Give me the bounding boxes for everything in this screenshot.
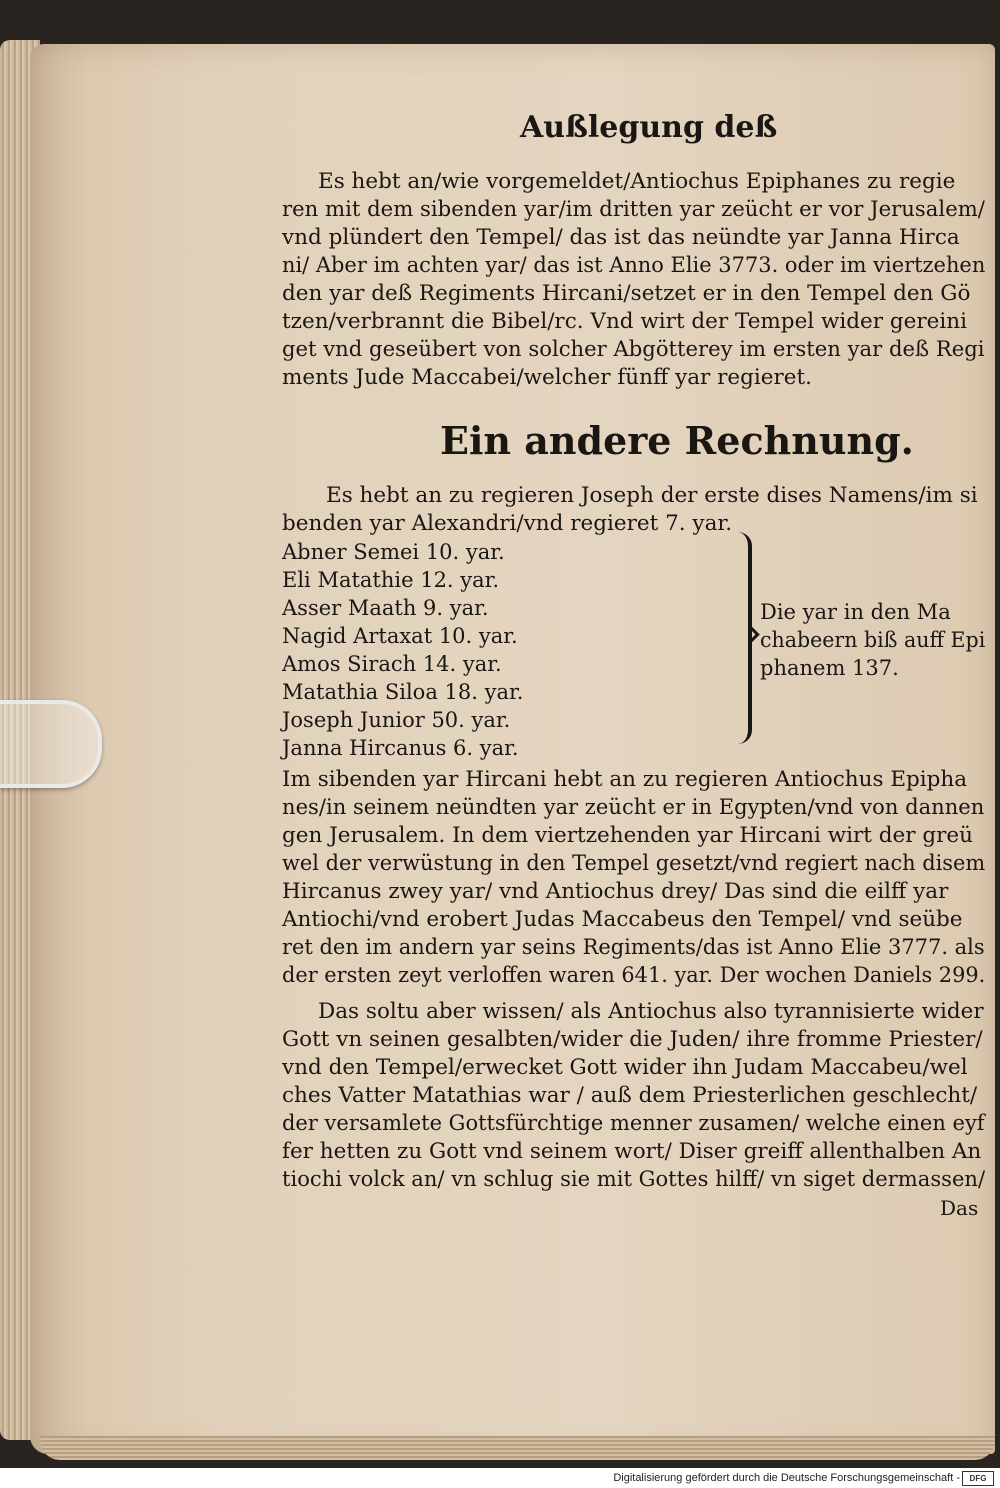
list-item: Joseph Junior 50. yar. [282, 708, 511, 732]
paragraph1-line: get vnd geseübert von solcher Abgötterey im ersten yar deß Regi [282, 337, 985, 362]
section-heading: Ein andere Rechnung. [440, 418, 914, 463]
side-note-line: chabeern biß auff Epi [760, 628, 986, 652]
paragraph1-line: ni/ Aber im achten yar/ das ist Anno Elie 3773. oder im viertzehen [282, 253, 986, 278]
paragraph3-line: ret den im andern yar seins Regiments/das ist Anno Elie 3777. als [282, 935, 985, 960]
paragraph3-line: der ersten zeyt verloffen waren 641. yar. Der wochen Daniels 299. [282, 963, 986, 988]
list-item: Janna Hircanus 6. yar. [282, 736, 519, 760]
paragraph4-line: Gott vn seinen gesalbten/wider die Juden/ ihre fromme Priester/ [282, 1027, 983, 1052]
paragraph1-line: ments Jude Maccabei/welcher fünff yar regieret. [282, 365, 812, 390]
paragraph1-line: Es hebt an/wie vorgemeldet/Antiochus Epiphanes zu regie [318, 169, 956, 194]
digitization-footer [0, 1468, 1000, 1488]
paragraph3-line: Antiochi/vnd erobert Judas Maccabeus den Tempel/ vnd seübe [282, 907, 963, 932]
paragraph3-line: Im sibenden yar Hircani hebt an zu regieren Antiochus Epipha [282, 767, 968, 792]
dfg-logo: DFG [962, 1471, 994, 1486]
list-item: Asser Maath 9. yar. [282, 596, 489, 620]
paragraph4-line: tiochi volck an/ vn schlug sie mit Gottes hilff/ vn siget dermassen/ [282, 1167, 986, 1192]
list-item: Amos Sirach 14. yar. [282, 652, 502, 676]
paragraph3-line: gen Jerusalem. In dem viertzehenden yar Hircani wirt der greü [282, 823, 973, 848]
paragraph2-line: benden yar Alexandri/vnd regieret 7. yar. [282, 511, 733, 536]
paragraph4-line: ches Vatter Matathias war / auß dem Priesterlichen geschlecht/ [282, 1083, 978, 1108]
page-clip [0, 700, 102, 788]
paragraph3-line: wel der verwüstung in den Tempel gesetzt/vnd regiert nach disem [282, 851, 986, 876]
list-item: Matathia Siloa 18. yar. [282, 680, 524, 704]
paragraph4-line: fer hetten zu Gott vnd seinem wort/ Diser greiff allenthalben An [282, 1139, 982, 1164]
paragraph1-line: den yar deß Regiments Hircani/setzet er in den Tempel den Gö [282, 281, 971, 306]
paragraph2-line: Es hebt an zu regieren Joseph der erste dises Namens/im si [326, 483, 978, 508]
list-item: Nagid Artaxat 10. yar. [282, 624, 518, 648]
paragraph1-line: ren mit dem sibenden yar/im dritten yar zeücht er vor Jerusalem/ [282, 197, 985, 222]
footer-credit: Digitalisierung gefördert durch die Deutsche Forschungsgemeinschaft - [613, 1472, 960, 1484]
paragraph3-line: nes/in seinem neündten yar zeücht er in Egypten/vnd von dannen [282, 795, 985, 820]
list-item: Abner Semei 10. yar. [282, 540, 505, 564]
catchword: Das [940, 1196, 979, 1220]
paragraph1-line: vnd plündert den Tempel/ das ist das neündte yar Janna Hirca [282, 225, 960, 250]
paragraph4-line: vnd den Tempel/erwecket Gott wider ihn Judam Maccabeu/wel [282, 1055, 968, 1080]
side-note-line: Die yar in den Ma [760, 600, 951, 624]
paragraph1-line: tzen/verbrannt die Bibel/rc. Vnd wirt der Tempel wider gereini [282, 309, 967, 334]
running-head: Außlegung deß [520, 110, 778, 145]
side-note-line: phanem 137. [760, 656, 899, 680]
list-item: Eli Matathie 12. yar. [282, 568, 500, 592]
paragraph4-line: Das soltu aber wissen/ als Antiochus also tyrannisierte wider [318, 999, 984, 1024]
paragraph4-line: der versamlete Gottsfürchtige menner zusamen/ welche einen eyf [282, 1111, 985, 1136]
paragraph3-line: Hircanus zwey yar/ vnd Antiochus drey/ Das sind die eilff yar [282, 879, 949, 904]
page-stack-bottom-edge [40, 1436, 995, 1460]
